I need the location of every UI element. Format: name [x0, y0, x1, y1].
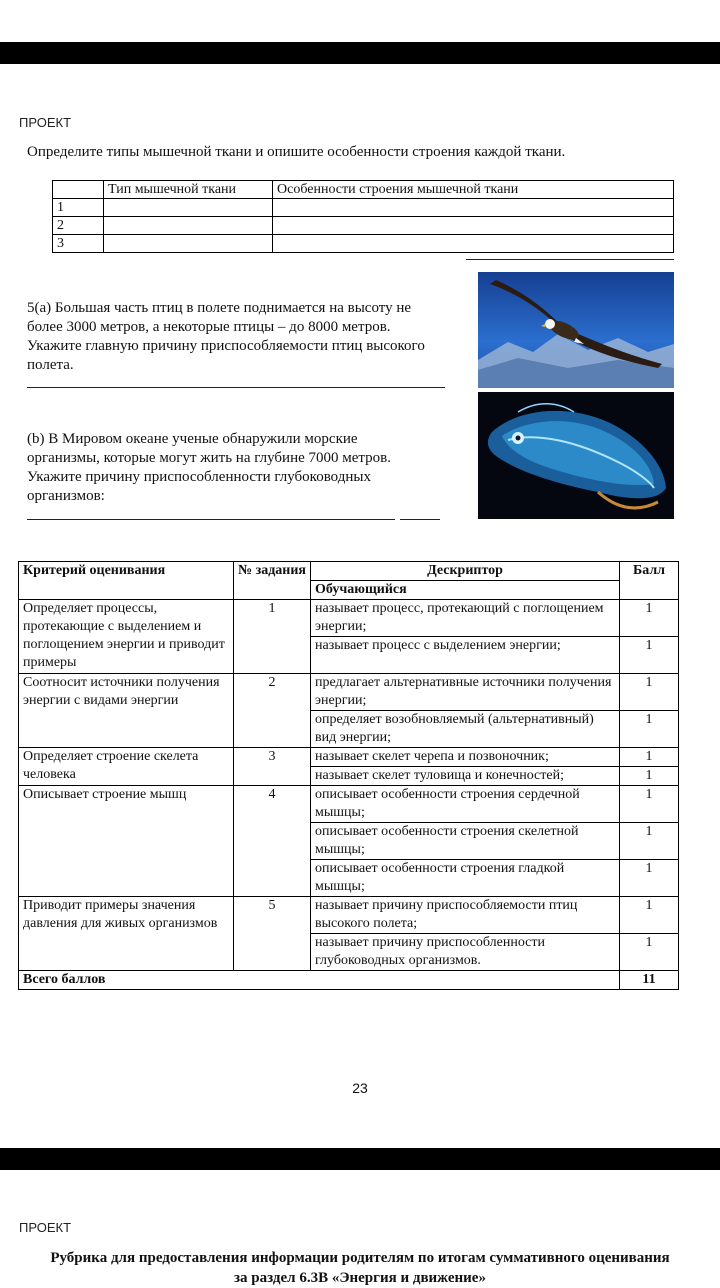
task-b-line: (b) В Мировом океане ученые обнаружили морские — [27, 431, 358, 447]
total-row — [19, 971, 679, 990]
eagle-illustration — [478, 272, 674, 388]
table-cell — [104, 217, 273, 235]
total-score: 11 — [620, 971, 679, 990]
deep-sea-creature-photo — [478, 392, 674, 519]
score-header: Балл — [620, 562, 679, 600]
assessment-rubric-table — [18, 561, 679, 990]
instruction-text: Определите типы мышечной ткани и опишите особенности строения каждой ткани. — [27, 144, 566, 160]
task-a-line: 5(a) Большая часть птиц в полете поднимается на высоту не — [27, 300, 412, 316]
page-number: 23 — [352, 1080, 368, 1096]
table-row — [19, 748, 679, 767]
descriptor-header: Дескриптор — [311, 562, 620, 581]
score-cell: 1 — [620, 934, 679, 971]
table-cell — [104, 235, 273, 253]
table-row — [53, 217, 674, 235]
row-number: 2 — [53, 217, 104, 235]
task-a-text — [27, 299, 425, 375]
descriptor-cell: называет причину приспособляемости птиц высокого полета; — [311, 897, 620, 934]
criterion-header: Критерий оценивания — [19, 562, 234, 600]
criterion-cell: Описывает строение мышц — [19, 786, 234, 897]
score-cell: 1 — [620, 748, 679, 767]
rubric-header-row — [19, 562, 679, 581]
descriptor-cell: описывает особенности строения гладкой мышцы; — [311, 860, 620, 897]
page-separator-bar — [0, 1148, 720, 1170]
descriptor-subheader: Обучающийся — [311, 581, 620, 600]
task-number-cell: 1 — [234, 600, 311, 674]
task-b-line: организмы, которые могут жить на глубине 7000 метров. — [27, 450, 391, 466]
score-cell: 1 — [620, 600, 679, 637]
answer-line — [27, 387, 445, 388]
title-line: Рубрика для предоставления информации родителям по итогам суммативного оценивания — [50, 1250, 670, 1266]
task-number-cell: 4 — [234, 786, 311, 897]
task-b-text — [27, 430, 391, 506]
answer-line — [466, 259, 674, 260]
tissue-table — [52, 180, 674, 253]
task-a-line: более 3000 метров, а некоторые птицы – до 8000 метров. — [27, 319, 391, 335]
descriptor-cell: предлагает альтернативные источники получения энергии; — [311, 674, 620, 711]
table-cell — [273, 235, 674, 253]
score-cell: 1 — [620, 786, 679, 823]
descriptor-cell: называет скелет черепа и позвоночник; — [311, 748, 620, 767]
table-header-cell: Тип мышечной ткани — [104, 181, 273, 199]
row-number: 1 — [53, 199, 104, 217]
top-bar — [0, 42, 720, 64]
table-cell — [273, 217, 674, 235]
table-row — [53, 199, 674, 217]
descriptor-cell: называет причину приспособленности глубоководных организмов. — [311, 934, 620, 971]
descriptor-cell: называет процесс, протекающий с поглощением энергии; — [311, 600, 620, 637]
score-cell: 1 — [620, 711, 679, 748]
table-row — [19, 897, 679, 934]
score-cell: 1 — [620, 897, 679, 934]
criterion-cell: Соотносит источники получения энергии с видами энергии — [19, 674, 234, 748]
score-cell: 1 — [620, 674, 679, 711]
creature-illustration — [478, 392, 674, 519]
criterion-cell: Определяет строение скелета человека — [19, 748, 234, 786]
row-number: 3 — [53, 235, 104, 253]
table-cell — [104, 199, 273, 217]
criterion-cell: Приводит примеры значения давления для живых организмов — [19, 897, 234, 971]
table-row — [19, 600, 679, 637]
total-label: Всего баллов — [19, 971, 620, 990]
page-header: ПРОЕКТ — [19, 1220, 72, 1235]
table-row — [19, 674, 679, 711]
descriptor-cell: описывает особенности строения скелетной мышцы; — [311, 823, 620, 860]
descriptor-cell: описывает особенности строения сердечной мышцы; — [311, 786, 620, 823]
task-number-cell: 5 — [234, 897, 311, 971]
task-a-line: Укажите главную причину приспособляемости птиц высокого — [27, 338, 425, 354]
task-number-header: № задания — [234, 562, 311, 600]
table-header-cell: Особенности строения мышечной ткани — [273, 181, 674, 199]
criterion-cell: Определяет процессы, протекающие с выделением и поглощением энергии и приводит примеры — [19, 600, 234, 674]
task-b-line: Укажите причину приспособленности глубоководных — [27, 469, 371, 485]
task-a-line: полета. — [27, 357, 74, 373]
table-header-row — [53, 181, 674, 199]
score-cell: 1 — [620, 767, 679, 786]
answer-line — [400, 519, 440, 520]
descriptor-cell: определяет возобновляемый (альтернативный) вид энергии; — [311, 711, 620, 748]
task-b-line: организмов: — [27, 488, 105, 504]
page-header: ПРОЕКТ — [19, 115, 72, 130]
title-line: за раздел 6.3В «Энергия и движение» — [234, 1270, 486, 1286]
table-row — [53, 235, 674, 253]
task-number-cell: 2 — [234, 674, 311, 748]
page-title — [0, 1248, 720, 1288]
table-row — [19, 786, 679, 823]
score-cell: 1 — [620, 637, 679, 674]
eagle-photo — [478, 272, 674, 388]
answer-line — [27, 519, 395, 520]
table-cell — [273, 199, 674, 217]
table-header-cell — [53, 181, 104, 199]
descriptor-cell: называет процесс с выделением энергии; — [311, 637, 620, 674]
score-cell: 1 — [620, 823, 679, 860]
descriptor-cell: называет скелет туловища и конечностей; — [311, 767, 620, 786]
score-cell: 1 — [620, 860, 679, 897]
task-number-cell: 3 — [234, 748, 311, 786]
